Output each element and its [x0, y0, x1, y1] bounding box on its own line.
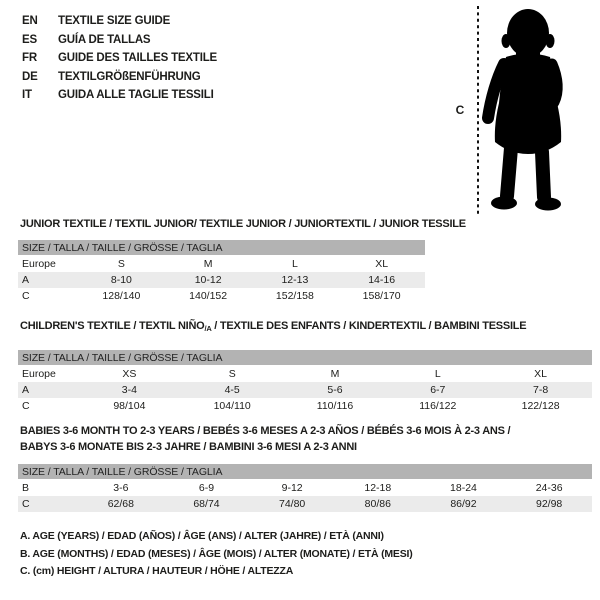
cell: 92/98	[506, 496, 592, 512]
table-header-row	[18, 350, 592, 365]
cell: 152/158	[275, 290, 314, 302]
cell: S	[228, 367, 236, 380]
cell: L	[291, 257, 298, 270]
cell: XL	[375, 257, 389, 270]
footnote-a: A. AGE (YEARS) / EDAD (AÑOS) / ÂGE (ANS) / ALTER (JAHRE) / ETÀ (ANNI)	[20, 530, 384, 542]
lang-label: TEXTILE SIZE GUIDE	[58, 15, 171, 27]
babies-size-table	[18, 464, 592, 512]
lang-code: IT	[22, 89, 32, 101]
table-row	[18, 479, 592, 496]
children-section-title	[20, 318, 526, 337]
cell: 62/68	[78, 496, 164, 512]
table-row	[18, 365, 592, 382]
footnote-c: C. (cm) HEIGHT / ALTURA / HAUTEUR / HÖHE / ALTEZZA	[20, 565, 294, 577]
footnotes	[20, 528, 413, 581]
lang-row-es	[22, 31, 217, 50]
row-label: C	[18, 496, 78, 512]
footnote-b: B. AGE (MONTHS) / EDAD (MESES) / ÂGE (MOIS) / ALTER (MONATE) / ETÀ (MESI)	[20, 547, 413, 560]
table-row	[18, 496, 592, 512]
lang-label: GUIDE DES TAILLES TEXTILE	[58, 52, 217, 64]
cell: 140/152	[189, 290, 228, 302]
row-label: A	[18, 382, 78, 398]
baby-silhouette-icon	[478, 0, 598, 220]
table-row	[18, 382, 592, 398]
cell: 6-7	[386, 382, 489, 398]
table-header-row	[18, 464, 592, 479]
row-label: Europe	[22, 367, 56, 380]
cell: 6-9	[198, 481, 215, 494]
junior-size-table	[18, 240, 425, 304]
size-header: SIZE / TALLA / TAILLE / GRÖSSE / TAGLIA	[18, 240, 425, 255]
cell: 116/122	[419, 400, 457, 412]
cell: 7-8	[489, 382, 592, 398]
lang-label: GUÍA DE TALLAS	[58, 33, 151, 46]
lang-code: FR	[22, 52, 37, 64]
cell: 68/74	[164, 496, 250, 512]
table-header-row	[18, 240, 425, 255]
cell: 10-12	[165, 272, 252, 288]
children-title-subscript: /A	[204, 324, 212, 333]
table-row	[18, 288, 425, 304]
lang-code: EN	[22, 15, 38, 27]
cell: XL	[534, 367, 548, 380]
cell: 74/80	[249, 496, 335, 512]
babies-section-title	[20, 423, 510, 455]
table-row	[18, 398, 592, 414]
height-measure-label: C	[455, 103, 465, 117]
row-label: C	[22, 290, 30, 302]
cell: 14-16	[338, 272, 425, 288]
cell: XS	[122, 367, 137, 380]
table-row	[18, 272, 425, 288]
babies-title-line1: BABIES 3-6 MONTH TO 2-3 YEARS / BEBÉS 3-6 MESES A 2-3 AÑOS / BÉBÉS 3-6 MOIS À 2-3 ANS /	[20, 425, 511, 437]
size-header: SIZE / TALLA / TAILLE / GRÖSSE / TAGLIA	[18, 350, 592, 365]
row-label: C	[22, 400, 30, 412]
cell: 98/104	[113, 400, 146, 412]
cell: 12-13	[252, 272, 339, 288]
cell: 128/140	[102, 290, 141, 302]
cell: 110/116	[316, 400, 354, 412]
cell: M	[203, 257, 213, 270]
cell: 122/128	[521, 400, 560, 412]
lang-row-en	[22, 12, 217, 31]
cell: 12-18	[364, 481, 392, 494]
children-title-post: / TEXTILE DES ENFANTS / KINDERTEXTIL / BAMBINI TESSILE	[211, 320, 527, 332]
junior-section-title: JUNIOR TEXTILE / TEXTIL JUNIOR/ TEXTILE JUNIOR / JUNIORTEXTIL / JUNIOR TESSILE	[20, 218, 466, 230]
row-label: Europe	[22, 257, 56, 270]
cell: 24-36	[535, 481, 563, 494]
cell: 3-4	[78, 382, 181, 398]
baby-figure-area	[450, 0, 600, 220]
cell: 3-6	[113, 481, 129, 494]
size-header: SIZE / TALLA / TAILLE / GRÖSSE / TAGLIA	[18, 464, 592, 479]
children-size-table	[18, 350, 592, 414]
row-label: B	[22, 481, 30, 494]
cell: 9-12	[281, 481, 303, 494]
lang-label: TEXTILGRÖßENFÜHRUNG	[58, 70, 201, 83]
cell: 4-5	[181, 382, 284, 398]
cell: 80/86	[335, 496, 421, 512]
cell: 158/170	[362, 290, 401, 302]
children-title-pre: CHILDREN'S TEXTILE / TEXTIL NIÑO	[20, 320, 205, 332]
table-row	[18, 255, 425, 272]
lang-row-fr	[22, 49, 217, 68]
cell: L	[434, 367, 441, 380]
cell: 5-6	[284, 382, 387, 398]
lang-code: DE	[22, 70, 38, 83]
language-list	[22, 12, 217, 105]
lang-row-it	[22, 86, 217, 105]
row-label: A	[18, 272, 78, 288]
cell: S	[117, 257, 125, 270]
babies-title-line2: BABYS 3-6 MONATE BIS 2-3 JAHRE / BAMBINI 3-6 MESI A 2-3 ANNI	[20, 441, 357, 453]
cell: 86/92	[421, 496, 507, 512]
lang-code: ES	[22, 33, 37, 46]
cell: 104/110	[213, 400, 251, 412]
lang-label: GUIDA ALLE TAGLIE TESSILI	[58, 89, 214, 101]
cell: M	[330, 367, 340, 380]
lang-row-de	[22, 68, 217, 87]
cell: 8-10	[78, 272, 165, 288]
cell: 18-24	[450, 481, 477, 494]
